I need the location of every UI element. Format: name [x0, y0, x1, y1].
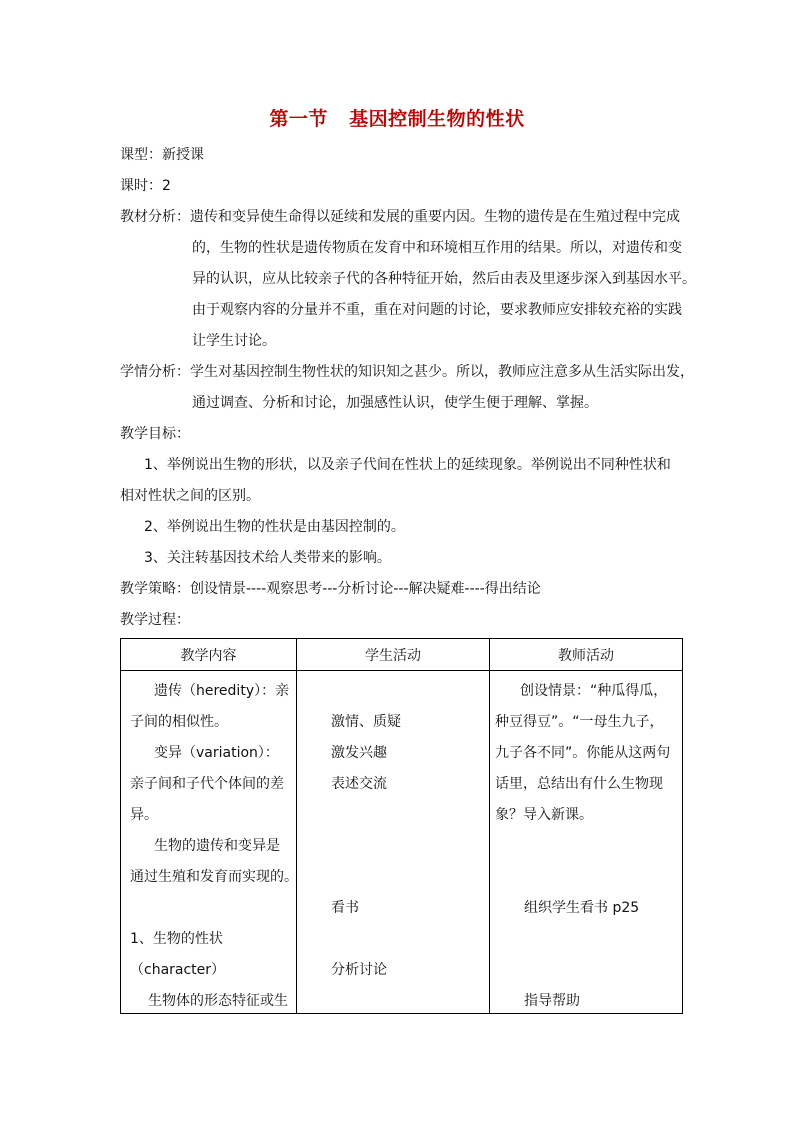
table-header-row [121, 639, 683, 671]
student-activity-line: 激发兴趣 [331, 745, 387, 761]
header-teacher-activity: 教师活动 [490, 639, 683, 671]
teacher-activity-line: 种豆得豆”。“一母生九子， [495, 714, 664, 730]
student-activity-line: 激情、质疑 [331, 714, 401, 730]
material-analysis-line: 异的认识，应从比较亲子代的各种特征开始，然后由表及里逐步深入到基因水平。 [192, 271, 696, 287]
class-hours: 课时：2 [120, 178, 171, 194]
table-row [121, 671, 683, 1014]
objective-item-continued: 相对性状之间的区别。 [120, 488, 260, 504]
objective-item: 2、举例说出生物的性状是由基因控制的。 [144, 519, 405, 535]
teacher-activity-line: 指导帮助 [524, 993, 580, 1009]
content-line: 亲子间和子代个体间的差 [130, 776, 284, 792]
course-type: 课型：新授课 [120, 147, 204, 163]
objective-item: 1、举例说出生物的形状，以及亲子代间在性状上的延续现象。举例说出不同种性状和 [144, 457, 671, 473]
content-line: 生物的遗传和变异是 [154, 838, 280, 854]
content-cell [121, 671, 297, 1014]
material-analysis-line: 的，生物的性状是遗传物质在发育中和环境相互作用的结果。所以，对遗传和变 [192, 240, 682, 256]
student-analysis-line: 通过调查、分析和讨论，加强感性认识，使学生便于理解、掌握。 [192, 395, 598, 411]
student-activity-cell [297, 671, 490, 1014]
student-analysis-label-line: 学情分析：学生对基因控制生物性状的知识知之甚少。所以，教师应注意多从生活实际出发， [120, 364, 694, 380]
objective-item: 3、关注转基因技术给人类带来的影响。 [144, 550, 391, 566]
header-student-activity: 学生活动 [297, 639, 490, 671]
content-line: 生物体的形态特征或生 [148, 993, 288, 1009]
content-line: 遗传（heredity）：亲 [154, 683, 290, 699]
teacher-activity-line: 话里，总结出有什么生物现 [495, 776, 663, 792]
teacher-activity-line: 九子各不同”。你能从这两句 [495, 745, 671, 761]
content-line: 1、生物的性状 [130, 931, 223, 947]
objectives-heading: 教学目标： [120, 426, 190, 442]
teacher-activity-line: 创设情景：“种瓜得瓜， [520, 683, 668, 699]
header-teaching-content: 教学内容 [121, 639, 297, 671]
teacher-activity-cell [490, 671, 683, 1014]
page-title: 第一节 基因控制生物的性状 [269, 108, 525, 130]
teaching-process-table [120, 638, 683, 1014]
content-line: （character） [130, 962, 226, 978]
process-heading: 教学过程： [120, 612, 190, 628]
material-analysis-line: 让学生讨论。 [192, 333, 276, 349]
teacher-activity-line: 组织学生看书 p25 [524, 900, 640, 916]
material-analysis-label-line: 教材分析：遗传和变异使生命得以延续和发展的重要内因。生物的遗传是在生殖过程中完成 [120, 209, 680, 225]
teaching-strategy: 教学策略：创设情景----观察思考---分析讨论---解决疑难----得出结论 [120, 581, 541, 597]
teacher-activity-line: 象？导入新课。 [495, 807, 593, 823]
content-line: 变异（variation）： [154, 745, 279, 761]
content-line: 异。 [130, 807, 158, 823]
content-line: 通过生殖和发育而实现的。 [130, 869, 298, 885]
student-activity-line: 分析讨论 [331, 962, 387, 978]
content-line: 子间的相似性。 [130, 714, 228, 730]
student-activity-line: 表述交流 [331, 776, 387, 792]
material-analysis-line: 由于观察内容的分量并不重，重在对问题的讨论，要求教师应安排较充裕的实践 [192, 302, 682, 318]
student-activity-line: 看书 [331, 900, 359, 916]
